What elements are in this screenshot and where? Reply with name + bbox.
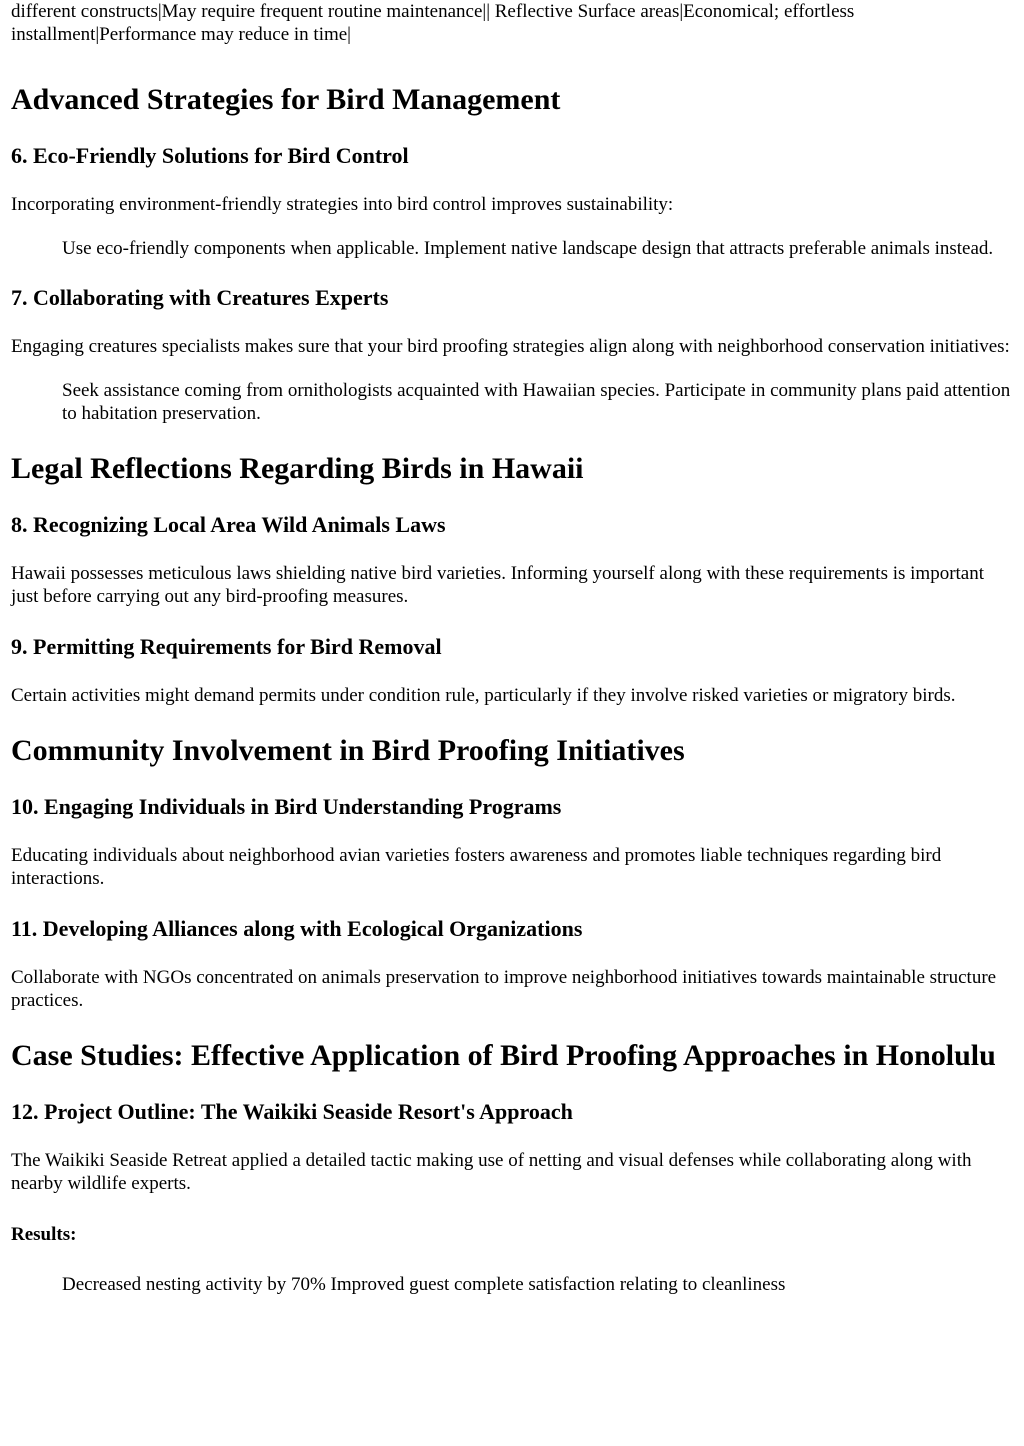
paragraph-project-outline: The Waikiki Seaside Retreat applied a detailed tactic making use of netting and visual defenses while collaborating along with nearby wildlife experts. (11, 1150, 972, 1194)
heading-community-involvement: Community Involvement in Bird Proofing Initiatives (11, 734, 685, 767)
heading-wildlife-laws: 8. Recognizing Local Area Wild Animals Laws (11, 512, 446, 537)
heading-advanced-strategies: Advanced Strategies for Bird Management (11, 83, 561, 116)
heading-collaborating-experts: 7. Collaborating with Creatures Experts (11, 285, 389, 310)
quote-eco-friendly: Use eco-friendly components when applicable. Implement native landscape design that attracts preferable animals instead. (62, 238, 994, 259)
heading-legal-reflections: Legal Reflections Regarding Birds in Hawaii (11, 452, 584, 485)
results-label: Results: (11, 1224, 77, 1245)
quote-collaborating-experts: Seek assistance coming from ornithologists acquainted with Hawaiian species. Participate in community plans paid attention to habitation preservation. (62, 380, 1011, 424)
paragraph-collaborating-experts: Engaging creatures specialists makes sure that your bird proofing strategies align along with neighborhood conservation initiatives: (11, 336, 1010, 357)
intro-fragment: different constructs|May require frequent routine maintenance|| Reflective Surface areas|Economical; effortless installment|Performance may reduce in time| (11, 1, 855, 45)
heading-permitting-requirements: 9. Permitting Requirements for Bird Removal (11, 634, 442, 659)
paragraph-permitting-requirements: Certain activities might demand permits under condition rule, particularly if they involve risked varieties or migratory birds. (11, 685, 956, 706)
heading-ecological-alliances: 11. Developing Alliances along with Ecological Organizations (11, 916, 583, 941)
heading-eco-friendly-solutions: 6. Eco-Friendly Solutions for Bird Control (11, 143, 409, 168)
paragraph-eco-friendly: Incorporating environment-friendly strategies into bird control improves sustainability: (11, 194, 674, 215)
paragraph-understanding-programs: Educating individuals about neighborhood avian varieties fosters awareness and promotes liable techniques regarding bird interactions. (11, 845, 942, 889)
heading-understanding-programs: 10. Engaging Individuals in Bird Understanding Programs (11, 794, 562, 819)
heading-case-studies: Case Studies: Effective Application of Bird Proofing Approaches in Honolulu (11, 1039, 996, 1072)
paragraph-ecological-alliances: Collaborate with NGOs concentrated on animals preservation to improve neighborhood initiatives towards maintainable structure practices. (11, 967, 997, 1011)
paragraph-wildlife-laws: Hawaii possesses meticulous laws shielding native bird varieties. Informing yourself along with these requirements is important just before carrying out any bird-proofing measures. (11, 563, 985, 607)
heading-project-outline: 12. Project Outline: The Waikiki Seaside Resort's Approach (11, 1099, 573, 1124)
quote-results: Decreased nesting activity by 70% Improved guest complete satisfaction relating to cleanliness (62, 1274, 786, 1295)
